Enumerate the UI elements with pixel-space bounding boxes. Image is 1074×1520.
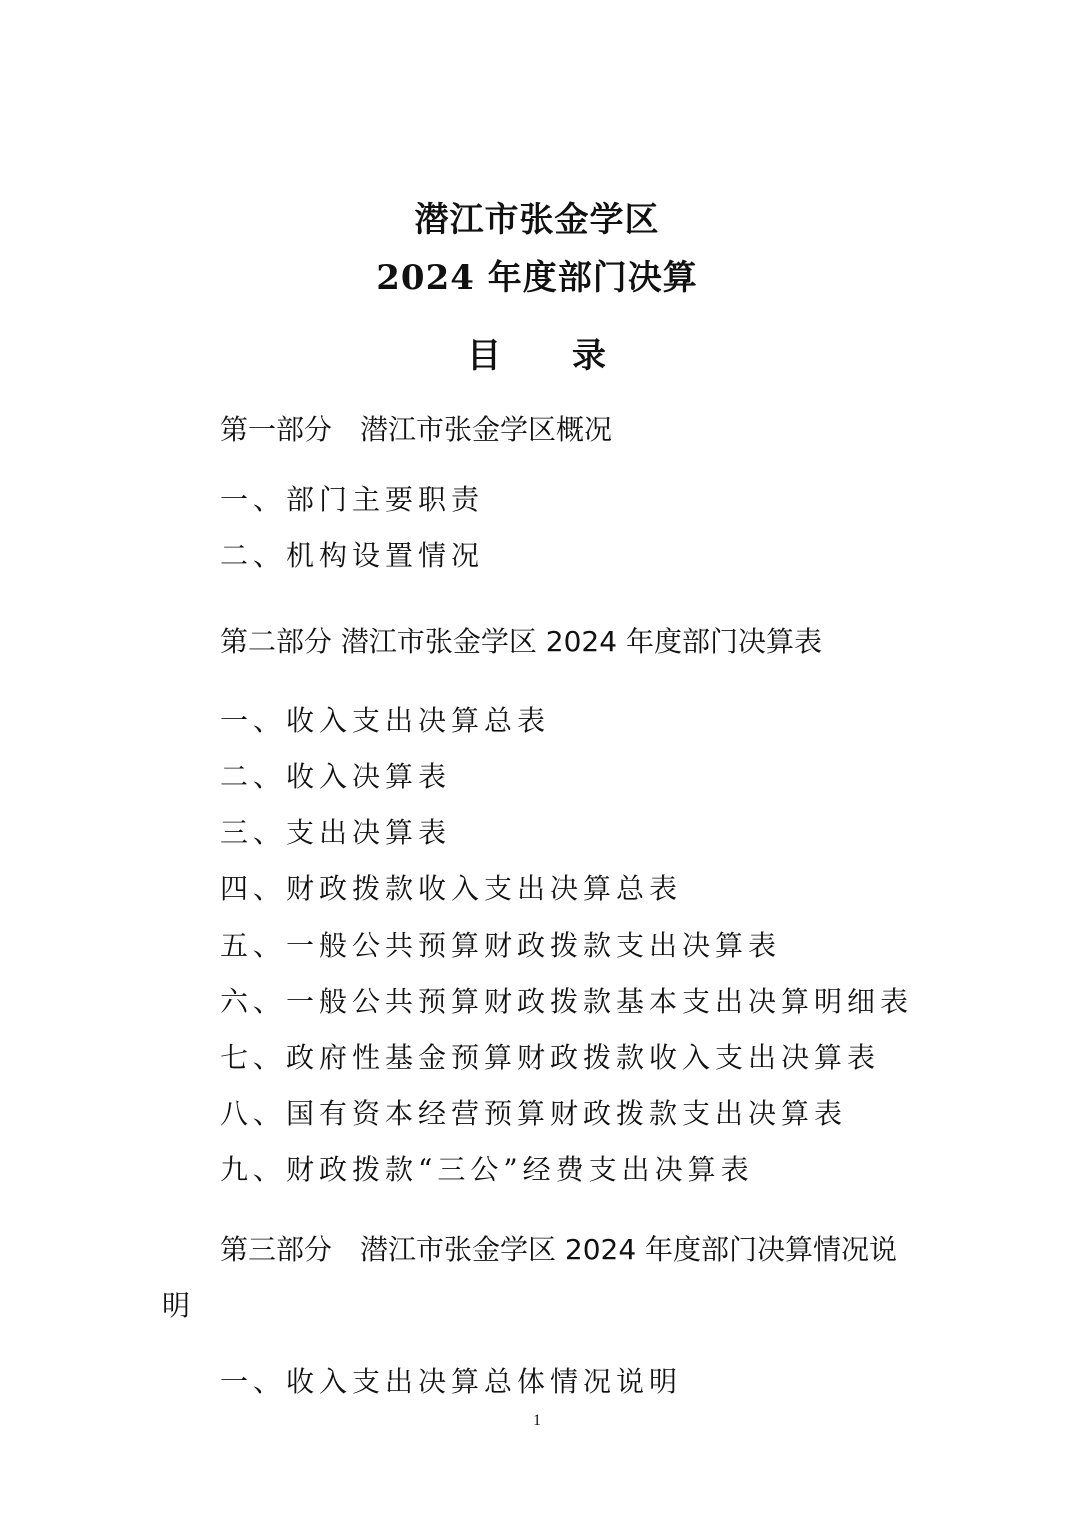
document-title: 潜江市张金学区 [414,200,660,240]
document-subtitle: 2024 年度部门决算 [376,258,698,298]
part2-item-1: 一、收入支出决算总表 [220,704,551,737]
part2-item-5: 五、一般公共预算财政拨款支出决算表 [220,929,782,962]
part1-item-2: 二、机构设置情况 [220,539,485,572]
part2-item-3: 三、支出决算表 [220,816,452,849]
part1-item-1: 一、部门主要职责 [220,483,485,516]
part3-heading: 第三部分 潜江市张金学区 2024 年度部门决算情况说 [220,1233,898,1266]
toc-title: 目 录 [467,336,607,376]
part2-item-8: 八、国有资本经营预算财政拨款支出决算表 [220,1097,848,1130]
part2-item-7: 七、政府性基金预算财政拨款收入支出决算表 [220,1041,881,1074]
part2-item-6: 六、一般公共预算财政拨款基本支出决算明细表 [220,985,914,1018]
part2-item-2: 二、收入决算表 [220,760,452,793]
part3-heading-continuation: 明 [162,1289,191,1322]
part2-item-4: 四、财政拨款收入支出决算总表 [220,872,683,905]
part1-heading: 第一部分 潜江市张金学区概况 [220,413,613,446]
page-number: 1 [533,1412,541,1429]
part2-heading: 第二部分 潜江市张金学区 2024 年度部门决算表 [220,625,822,658]
part2-item-9: 九、财政拨款“三公”经费支出决算表 [220,1153,754,1186]
part3-item-1: 一、收入支出决算总体情况说明 [220,1365,683,1398]
